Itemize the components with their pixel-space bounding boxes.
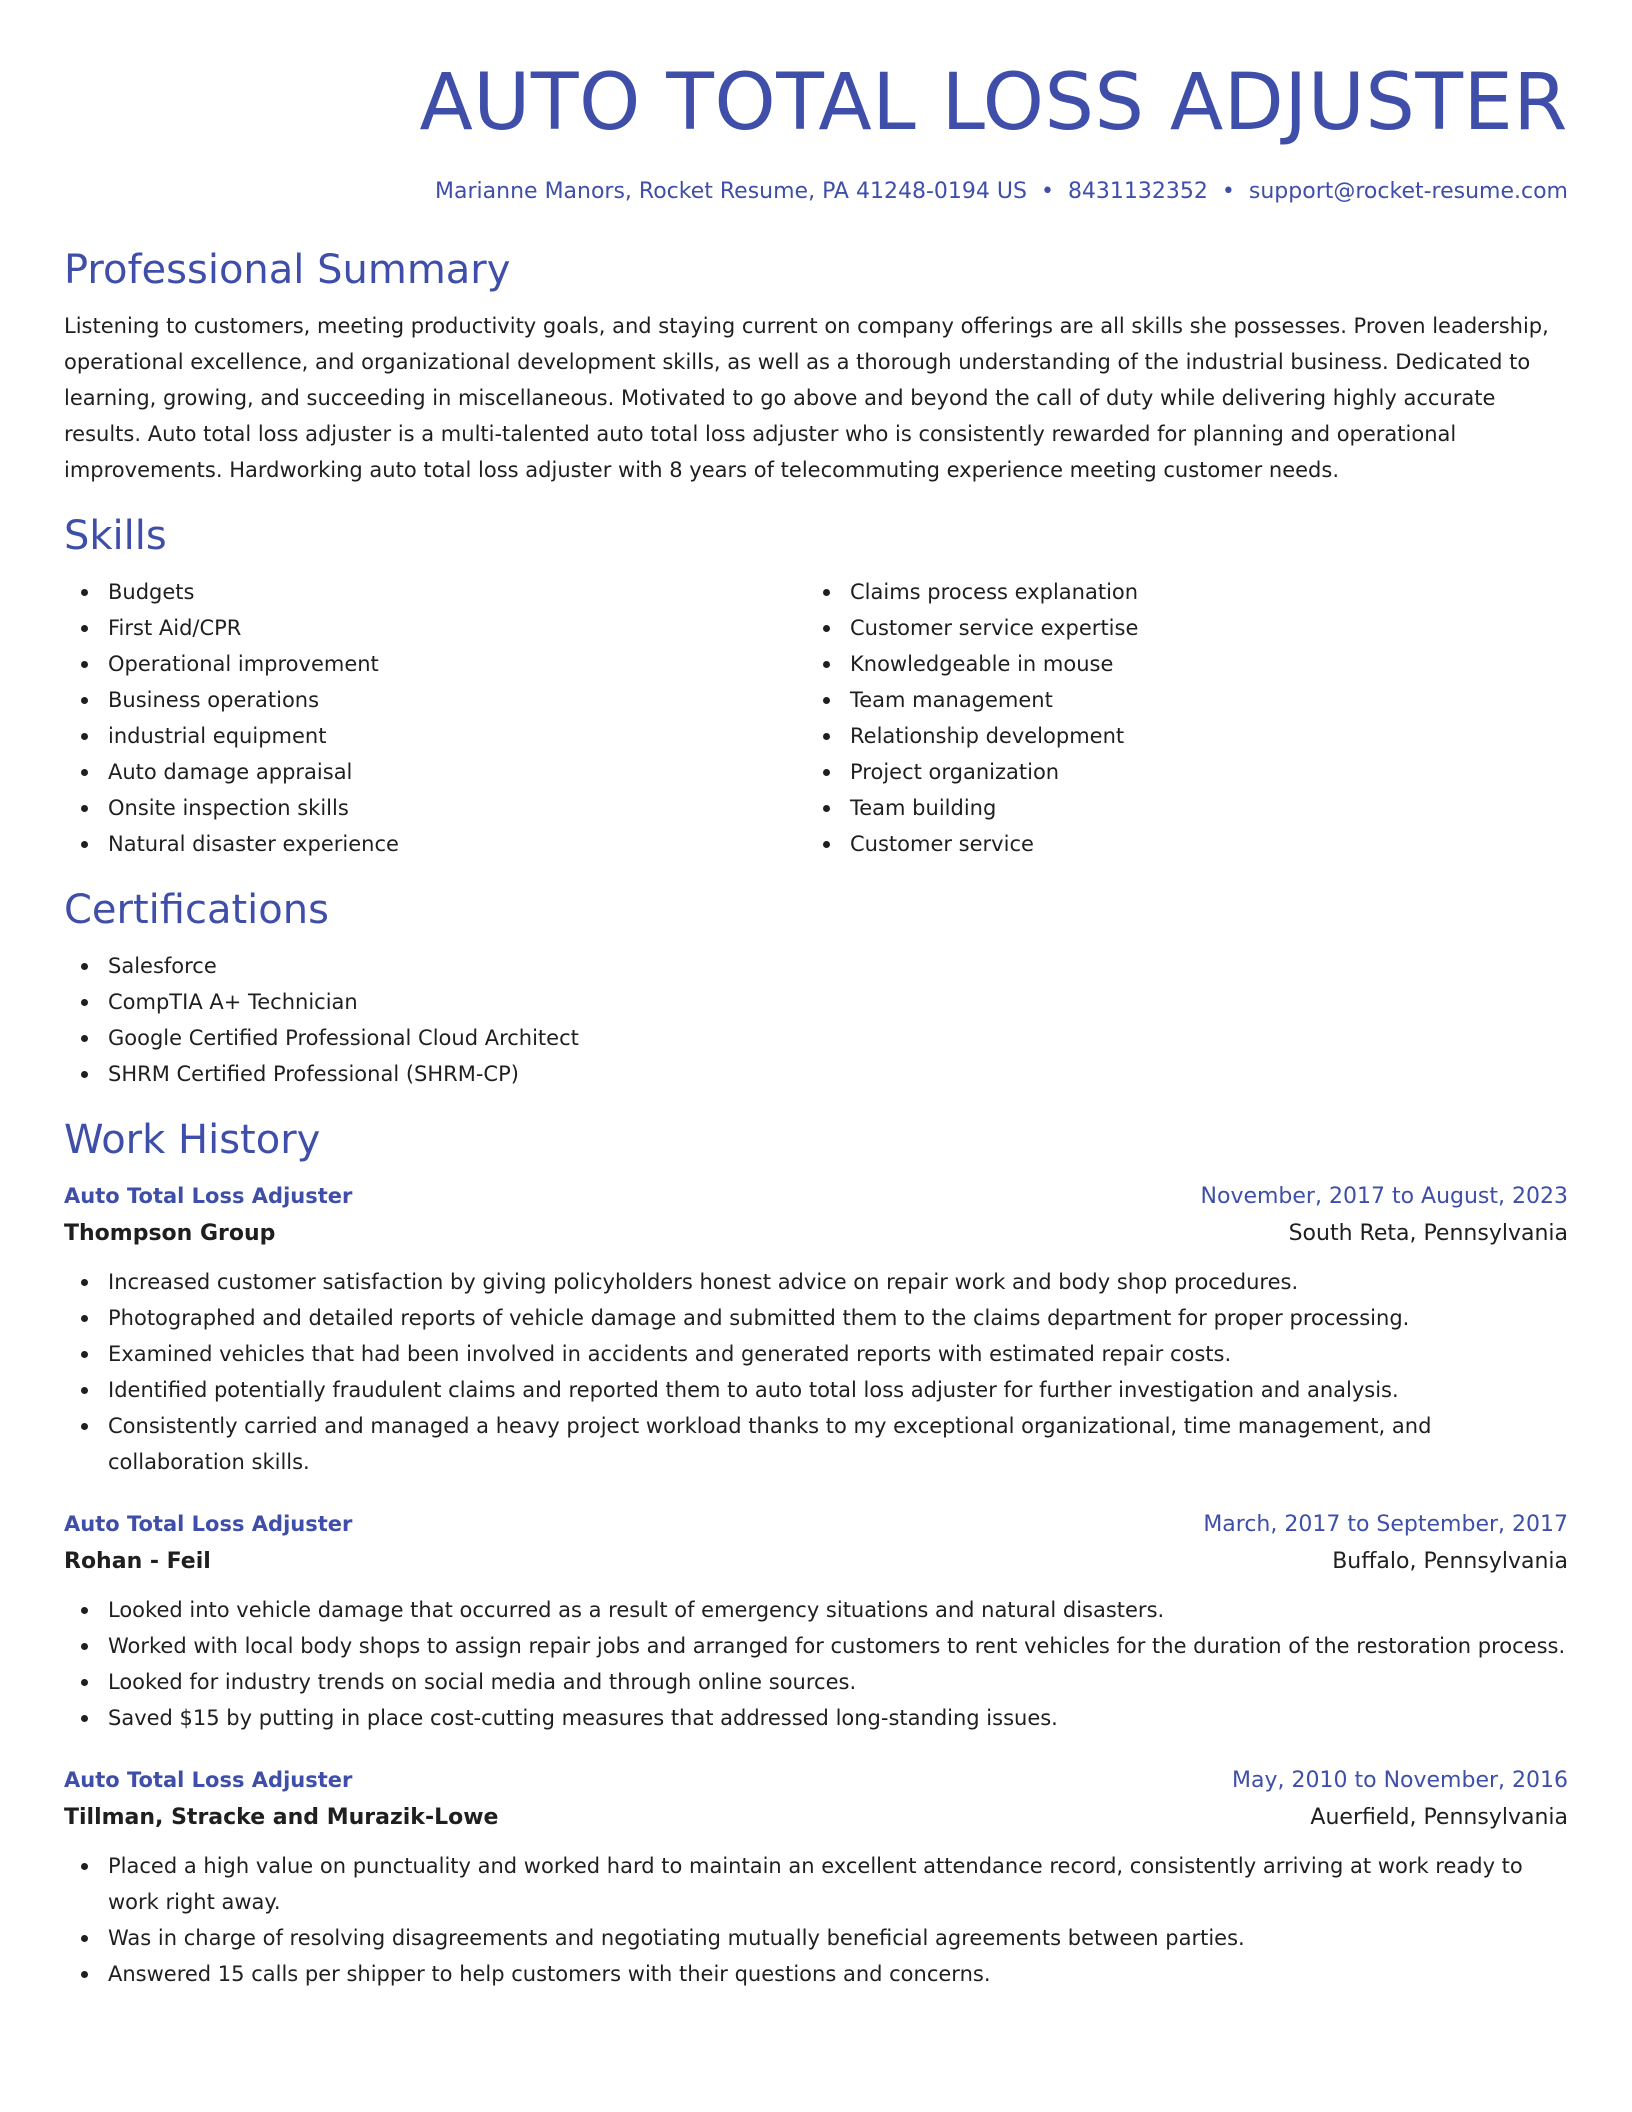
job-duty: Photographed and detailed reports of vehicle damage and submitted them to the claims department for proper processing. [64, 1300, 1568, 1336]
skills-list-right [806, 574, 1548, 862]
job-location: Buffalo, Pennsylvania [1332, 1549, 1568, 1574]
job-duty: Saved $15 by putting in place cost-cutting measures that addressed long-standing issues. [64, 1700, 1568, 1736]
certification-item: Salesforce [64, 948, 1568, 984]
skill-item: Budgets [64, 574, 806, 610]
contact-address: Marianne Manors, Rocket Resume, PA 41248-0194 US [435, 179, 1027, 204]
job-duties [64, 1264, 1568, 1480]
job-duty: Increased customer satisfaction by giving policyholders honest advice on repair work and body shop procedures. [64, 1264, 1568, 1300]
skill-item: Onsite inspection skills [64, 790, 806, 826]
resume-page [64, 0, 1568, 1992]
job-dates: May, 2010 to November, 2016 [1232, 1768, 1568, 1793]
job-dates: November, 2017 to August, 2023 [1200, 1184, 1568, 1209]
job-duty: Identified potentially fraudulent claims and reported them to auto total loss adjuster for further investigation and analysis. [64, 1372, 1568, 1408]
skill-item: Auto damage appraisal [64, 754, 806, 790]
skills-grid [64, 574, 1568, 862]
skill-item: Team management [806, 682, 1548, 718]
job-header [64, 1178, 1568, 1214]
job-dates: March, 2017 to September, 2017 [1203, 1512, 1568, 1537]
job-title: Auto Total Loss Adjuster [64, 1184, 353, 1208]
job-company: Tillman, Stracke and Murazik-Lowe [64, 1805, 499, 1830]
job-subheader [64, 1214, 1568, 1254]
summary-heading: Professional Summary [64, 247, 511, 293]
contact-separator: • [1040, 179, 1054, 204]
skill-item: Customer service expertise [806, 610, 1548, 646]
skill-item: Business operations [64, 682, 806, 718]
resume-title: AUTO TOTAL LOSS ADJUSTER [419, 58, 1568, 148]
skill-item: Customer service [806, 826, 1548, 862]
job-title: Auto Total Loss Adjuster [64, 1512, 353, 1536]
skill-item: Claims process explanation [806, 574, 1548, 610]
job-duty: Placed a high value on punctuality and worked hard to maintain an excellent attendance record, consistently arriving at work ready to work right away. [64, 1848, 1568, 1920]
job-company: Rohan - Feil [64, 1549, 211, 1574]
job-duty: Looked for industry trends on social media and through online sources. [64, 1664, 1568, 1700]
job-duties [64, 1848, 1568, 1992]
skill-item: Team building [806, 790, 1548, 826]
job-entry [64, 1762, 1568, 1992]
work-history-heading: Work History [64, 1117, 321, 1163]
contact-phone: 8431132352 [1067, 179, 1208, 204]
job-duty: Answered 15 calls per shipper to help customers with their questions and concerns. [64, 1956, 1568, 1992]
job-header [64, 1762, 1568, 1798]
skills-list-left [64, 574, 806, 862]
contact-separator: • [1221, 179, 1235, 204]
contact-email[interactable]: support@rocket-resume.com [1248, 179, 1568, 204]
job-location: South Reta, Pennsylvania [1288, 1221, 1568, 1246]
job-entry [64, 1506, 1568, 1736]
job-header [64, 1506, 1568, 1542]
skill-item: First Aid/CPR [64, 610, 806, 646]
skill-item: industrial equipment [64, 718, 806, 754]
job-duty: Consistently carried and managed a heavy project workload thanks to my exceptional organizational, time management, and collaboration skills. [64, 1408, 1568, 1480]
job-duty: Examined vehicles that had been involved in accidents and generated reports with estimated repair costs. [64, 1336, 1568, 1372]
job-duty: Was in charge of resolving disagreements and negotiating mutually beneficial agreements between parties. [64, 1920, 1568, 1956]
skills-heading: Skills [64, 513, 167, 559]
job-subheader [64, 1798, 1568, 1838]
skill-item: Natural disaster experience [64, 826, 806, 862]
job-subheader [64, 1542, 1568, 1582]
skill-item: Knowledgeable in mouse [806, 646, 1548, 682]
certification-item: Google Certified Professional Cloud Architect [64, 1020, 1568, 1056]
certification-item: SHRM Certified Professional (SHRM-CP) [64, 1056, 1568, 1092]
contact-line [64, 178, 1568, 206]
skill-item: Operational improvement [64, 646, 806, 682]
summary-text: Listening to customers, meeting productivity goals, and staying current on company offerings are all skills she possesses. Proven leadership, operational excellence, and organizational development skills, as well as a thorough understanding of the industrial business. Dedicated to learning, growing, and succeeding in miscellaneous. Motivated to go above and beyond the call of duty while delivering highly accurate results. Auto total loss adjuster is a multi-talented auto total loss adjuster who is consistently rewarded for planning and operational improvements. Hardworking auto total loss adjuster with 8 years of telecommuting experience meeting customer needs. [64, 314, 1549, 482]
certifications-list [64, 948, 1568, 1092]
job-company: Thompson Group [64, 1221, 276, 1246]
skill-item: Project organization [806, 754, 1548, 790]
skill-item: Relationship development [806, 718, 1548, 754]
job-duty: Worked with local body shops to assign repair jobs and arranged for customers to rent vehicles for the duration of the restoration process. [64, 1628, 1568, 1664]
job-location: Auerfield, Pennsylvania [1310, 1805, 1568, 1830]
certification-item: CompTIA A+ Technician [64, 984, 1568, 1020]
certifications-heading: Certifications [64, 887, 329, 933]
job-duties [64, 1592, 1568, 1736]
job-title: Auto Total Loss Adjuster [64, 1768, 353, 1792]
job-entry [64, 1178, 1568, 1480]
job-duty: Looked into vehicle damage that occurred as a result of emergency situations and natural disasters. [64, 1592, 1568, 1628]
